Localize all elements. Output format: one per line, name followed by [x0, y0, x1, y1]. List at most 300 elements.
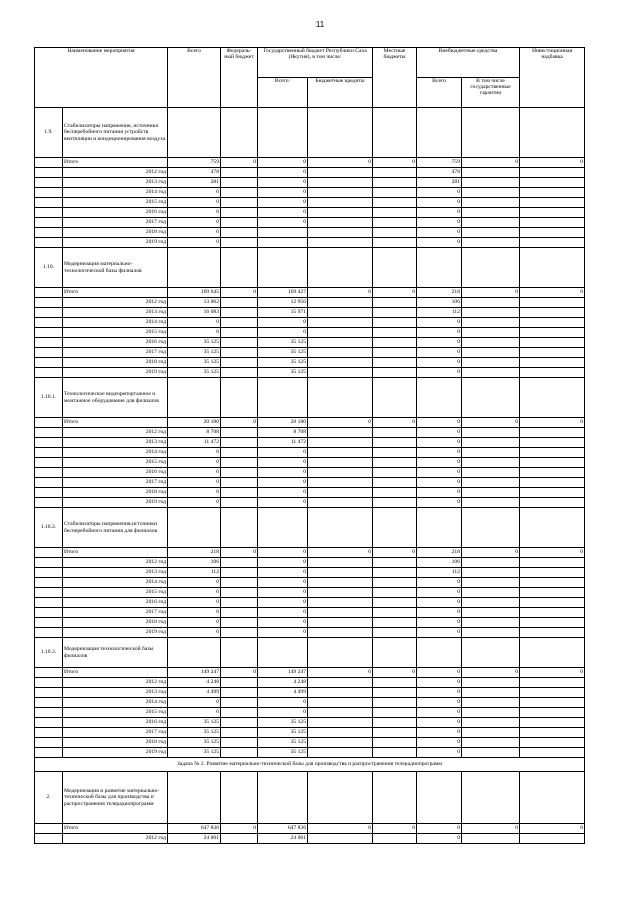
value-local — [373, 458, 417, 468]
value-state-credits — [308, 308, 373, 318]
value-local — [373, 178, 417, 188]
value-extra-guarantee: 0 — [462, 548, 520, 558]
value-state-total: 35 125 — [258, 738, 308, 748]
value-invest — [520, 488, 585, 498]
value-federal: 0 — [221, 158, 258, 168]
value-extra-guarantee — [462, 568, 520, 578]
value-extra-guarantee — [462, 598, 520, 608]
value-federal — [221, 198, 258, 208]
value-invest — [520, 738, 585, 748]
value-state-credits — [308, 568, 373, 578]
value-local — [373, 478, 417, 488]
value-total: 0 — [168, 458, 221, 468]
value-invest — [520, 438, 585, 448]
empty-cell — [462, 248, 520, 288]
value-total: 647 836 — [168, 824, 221, 834]
value-extra-total: 478 — [417, 168, 462, 178]
row-label-total: Итого — [63, 548, 168, 558]
value-extra-guarantee — [462, 348, 520, 358]
value-invest — [520, 718, 585, 728]
row-label-year: 2013 год — [63, 688, 168, 698]
value-local — [373, 328, 417, 338]
header-name: Наименование мероприятия — [35, 48, 168, 108]
value-invest — [520, 558, 585, 568]
value-total: 0 — [168, 498, 221, 508]
index-cell — [35, 688, 63, 698]
empty-cell — [221, 772, 258, 824]
table-row — [35, 458, 585, 468]
value-local: 0 — [373, 158, 417, 168]
row-label-year: 2017 год — [63, 608, 168, 618]
value-local — [373, 318, 417, 328]
value-state-credits — [308, 558, 373, 568]
value-invest — [520, 688, 585, 698]
value-local — [373, 298, 417, 308]
value-federal — [221, 228, 258, 238]
value-invest — [520, 318, 585, 328]
value-state-total: 0 — [258, 708, 308, 718]
table-row — [35, 188, 585, 198]
empty-cell — [417, 108, 462, 158]
row-label-year: 2016 год — [63, 208, 168, 218]
value-total: 281 — [168, 178, 221, 188]
table-row — [35, 208, 585, 218]
table-row — [35, 418, 585, 428]
value-state-credits — [308, 608, 373, 618]
row-label-year: 2012 год — [63, 298, 168, 308]
value-total: 8 708 — [168, 428, 221, 438]
value-federal — [221, 468, 258, 478]
table-row — [35, 218, 585, 228]
value-extra-total: 0 — [417, 488, 462, 498]
table-row — [35, 478, 585, 488]
value-federal — [221, 178, 258, 188]
value-extra-total: 0 — [417, 438, 462, 448]
value-invest — [520, 458, 585, 468]
value-invest — [520, 598, 585, 608]
value-extra-guarantee — [462, 318, 520, 328]
empty-cell — [520, 248, 585, 288]
table-row — [35, 338, 585, 348]
value-invest — [520, 348, 585, 358]
value-federal — [221, 738, 258, 748]
header-total: Всего — [168, 48, 221, 108]
value-extra-guarantee — [462, 718, 520, 728]
value-federal — [221, 238, 258, 248]
value-state-total: 0 — [258, 608, 308, 618]
value-state-total: 0 — [258, 198, 308, 208]
value-local — [373, 208, 417, 218]
value-state-credits — [308, 738, 373, 748]
value-invest — [520, 448, 585, 458]
table-row — [35, 368, 585, 378]
value-state-total: 11 472 — [258, 438, 308, 448]
value-state-total: 4 499 — [258, 688, 308, 698]
value-state-credits — [308, 238, 373, 248]
empty-cell — [221, 638, 258, 668]
value-extra-guarantee — [462, 558, 520, 568]
value-state-credits — [308, 228, 373, 238]
value-total: 0 — [168, 598, 221, 608]
row-label-year: 2018 год — [63, 488, 168, 498]
value-extra-total: 218 — [417, 288, 462, 298]
section-title-row — [35, 508, 585, 548]
value-extra-guarantee: 0 — [462, 824, 520, 834]
value-state-credits — [308, 348, 373, 358]
empty-cell — [417, 772, 462, 824]
value-state-total: 0 — [258, 328, 308, 338]
empty-cell — [258, 378, 308, 418]
value-invest — [520, 618, 585, 628]
value-federal — [221, 688, 258, 698]
budget-table — [34, 47, 585, 844]
value-extra-total: 0 — [417, 578, 462, 588]
table-row — [35, 678, 585, 688]
row-label-year: 2013 год — [63, 568, 168, 578]
value-local — [373, 618, 417, 628]
empty-cell — [373, 248, 417, 288]
header-local: Местные бюджеты — [373, 48, 417, 108]
value-total: 35 125 — [168, 348, 221, 358]
index-cell — [35, 238, 63, 248]
value-state-total: 0 — [258, 588, 308, 598]
value-state-total: 169 427 — [258, 288, 308, 298]
index-cell — [35, 558, 63, 568]
value-total: 0 — [168, 328, 221, 338]
row-label-total: Итого — [63, 668, 168, 678]
value-federal — [221, 348, 258, 358]
row-label-total: Итого — [63, 418, 168, 428]
value-extra-total: 0 — [417, 668, 462, 678]
value-federal — [221, 368, 258, 378]
value-state-total: 0 — [258, 478, 308, 488]
index-cell — [35, 338, 63, 348]
section-title: Модернизация материально-технологической базы филиалов — [63, 248, 168, 288]
value-total: 35 125 — [168, 728, 221, 738]
row-label-year: 2017 год — [63, 478, 168, 488]
value-total: 13 062 — [168, 298, 221, 308]
table-row — [35, 834, 585, 844]
value-total: 35 125 — [168, 718, 221, 728]
value-total: 4 499 — [168, 688, 221, 698]
header-state-budget: Государственный бюджет Республики Саха (Якутия), в том числе: — [258, 48, 373, 78]
value-extra-guarantee — [462, 678, 520, 688]
value-state-total — [258, 238, 308, 248]
value-local: 0 — [373, 288, 417, 298]
value-federal — [221, 488, 258, 498]
value-extra-total: 0 — [417, 468, 462, 478]
table-row — [35, 298, 585, 308]
value-extra-total: 0 — [417, 588, 462, 598]
value-extra-guarantee — [462, 448, 520, 458]
value-extra-guarantee: 0 — [462, 158, 520, 168]
empty-cell — [373, 638, 417, 668]
value-total: 0 — [168, 468, 221, 478]
section-title: Модернизация и развитие материально-технической базы для производства и распространения телерадиопрограмм — [63, 772, 168, 824]
row-label-year: 2018 год — [63, 358, 168, 368]
value-extra-guarantee — [462, 478, 520, 488]
value-state-credits: 0 — [308, 158, 373, 168]
row-label-year: 2013 год — [63, 178, 168, 188]
index-cell — [35, 628, 63, 638]
value-state-credits — [308, 328, 373, 338]
empty-cell — [221, 248, 258, 288]
value-federal — [221, 578, 258, 588]
empty-cell — [373, 108, 417, 158]
row-label-year: 2017 год — [63, 728, 168, 738]
value-extra-guarantee — [462, 834, 520, 844]
value-extra-guarantee — [462, 488, 520, 498]
header-federal: Федераль-ный бюджет — [221, 48, 258, 108]
row-label-year: 2013 год — [63, 438, 168, 448]
value-extra-guarantee — [462, 728, 520, 738]
table-row — [35, 598, 585, 608]
value-invest — [520, 228, 585, 238]
value-extra-total: 0 — [417, 228, 462, 238]
value-local — [373, 708, 417, 718]
value-federal — [221, 438, 258, 448]
value-state-credits — [308, 618, 373, 628]
value-invest — [520, 198, 585, 208]
value-local — [373, 188, 417, 198]
value-local — [373, 738, 417, 748]
row-label-year: 2012 год — [63, 678, 168, 688]
value-total: 0 — [168, 628, 221, 638]
empty-cell — [520, 108, 585, 158]
row-label-year: 2014 год — [63, 578, 168, 588]
value-invest — [520, 238, 585, 248]
value-extra-total: 0 — [417, 318, 462, 328]
value-local: 0 — [373, 548, 417, 558]
index-cell — [35, 208, 63, 218]
row-label-year: 2016 год — [63, 598, 168, 608]
value-local — [373, 578, 417, 588]
row-label-total: Итого — [63, 158, 168, 168]
value-invest — [520, 218, 585, 228]
value-local — [373, 448, 417, 458]
value-local — [373, 238, 417, 248]
index-cell — [35, 718, 63, 728]
value-invest: 0 — [520, 158, 585, 168]
empty-cell — [462, 108, 520, 158]
value-extra-guarantee — [462, 308, 520, 318]
value-total: 11 472 — [168, 438, 221, 448]
value-federal — [221, 308, 258, 318]
table-row — [35, 438, 585, 448]
value-state-total: 35 125 — [258, 338, 308, 348]
index-cell — [35, 358, 63, 368]
value-extra-guarantee — [462, 188, 520, 198]
value-extra-guarantee — [462, 198, 520, 208]
value-state-credits — [308, 438, 373, 448]
value-federal — [221, 478, 258, 488]
value-total: 0 — [168, 208, 221, 218]
value-extra-total: 0 — [417, 338, 462, 348]
value-extra-total: 0 — [417, 824, 462, 834]
value-federal — [221, 218, 258, 228]
value-federal — [221, 628, 258, 638]
table-row — [35, 618, 585, 628]
value-invest — [520, 728, 585, 738]
index-cell — [35, 824, 63, 834]
value-extra-guarantee — [462, 628, 520, 638]
table-row — [35, 198, 585, 208]
value-state-total: 35 125 — [258, 368, 308, 378]
index-cell — [35, 588, 63, 598]
empty-cell — [308, 638, 373, 668]
value-total: 20 180 — [168, 418, 221, 428]
value-extra-total: 106 — [417, 298, 462, 308]
value-invest: 0 — [520, 668, 585, 678]
value-invest — [520, 298, 585, 308]
empty-cell — [462, 508, 520, 548]
index-cell — [35, 418, 63, 428]
row-label-year: 2019 год — [63, 748, 168, 758]
section-title: Стабилизаторы напряжения,источники бесперебойного питания для филиалов — [63, 508, 168, 548]
table-row — [35, 608, 585, 618]
value-total: 0 — [168, 238, 221, 248]
value-total: 0 — [168, 608, 221, 618]
value-extra-total: 0 — [417, 628, 462, 638]
table-row — [35, 688, 585, 698]
value-state-credits — [308, 488, 373, 498]
empty-cell — [417, 378, 462, 418]
header-state-credits: Бюджетные кредиты — [308, 78, 373, 108]
value-total: 149 247 — [168, 668, 221, 678]
header-extra-guarantee: В том числе государственные гарантии — [462, 78, 520, 108]
value-federal — [221, 568, 258, 578]
value-local — [373, 598, 417, 608]
value-federal: 0 — [221, 288, 258, 298]
value-state-credits — [308, 368, 373, 378]
value-local — [373, 308, 417, 318]
index-cell — [35, 178, 63, 188]
value-state-total: 0 — [258, 448, 308, 458]
value-federal — [221, 188, 258, 198]
value-state-credits — [308, 578, 373, 588]
value-state-total — [258, 228, 308, 238]
value-total: 35 125 — [168, 738, 221, 748]
value-invest: 0 — [520, 418, 585, 428]
table-row — [35, 558, 585, 568]
value-state-credits — [308, 448, 373, 458]
table-row — [35, 498, 585, 508]
value-invest — [520, 208, 585, 218]
value-extra-guarantee — [462, 688, 520, 698]
value-state-total: 0 — [258, 318, 308, 328]
value-federal — [221, 618, 258, 628]
index-cell — [35, 328, 63, 338]
value-extra-total: 0 — [417, 198, 462, 208]
value-local — [373, 728, 417, 738]
value-state-credits — [308, 168, 373, 178]
empty-cell — [168, 772, 221, 824]
value-invest — [520, 468, 585, 478]
value-state-total: 35 125 — [258, 728, 308, 738]
value-extra-total: 0 — [417, 608, 462, 618]
value-federal — [221, 448, 258, 458]
index-cell — [35, 698, 63, 708]
value-state-credits — [308, 218, 373, 228]
value-federal — [221, 358, 258, 368]
value-total: 35 125 — [168, 748, 221, 758]
value-local — [373, 688, 417, 698]
value-total: 35 125 — [168, 358, 221, 368]
table-row — [35, 728, 585, 738]
value-total: 112 — [168, 568, 221, 578]
table-row — [35, 588, 585, 598]
value-local — [373, 628, 417, 638]
row-label-year: 2016 год — [63, 338, 168, 348]
value-invest — [520, 588, 585, 598]
value-local — [373, 438, 417, 448]
value-local — [373, 368, 417, 378]
value-state-credits: 0 — [308, 548, 373, 558]
value-state-credits — [308, 318, 373, 328]
value-total: 0 — [168, 448, 221, 458]
row-label-year: 2018 год — [63, 228, 168, 238]
value-extra-guarantee — [462, 338, 520, 348]
value-extra-total: 0 — [417, 448, 462, 458]
index-cell — [35, 468, 63, 478]
value-federal: 0 — [221, 668, 258, 678]
value-state-credits — [308, 298, 373, 308]
value-state-total: 0 — [258, 598, 308, 608]
empty-cell — [417, 508, 462, 548]
page-number: 11 — [315, 20, 325, 29]
value-invest — [520, 628, 585, 638]
header-invest: Инвестиционная надбавка — [520, 48, 585, 108]
value-invest: 0 — [520, 288, 585, 298]
value-local — [373, 698, 417, 708]
value-extra-guarantee — [462, 748, 520, 758]
table-row — [35, 628, 585, 638]
row-label-year: 2015 год — [63, 458, 168, 468]
value-state-credits — [308, 598, 373, 608]
row-label-year: 2019 год — [63, 498, 168, 508]
empty-cell — [258, 638, 308, 668]
value-extra-guarantee — [462, 578, 520, 588]
value-invest — [520, 834, 585, 844]
index-cell — [35, 288, 63, 298]
value-total: 35 125 — [168, 368, 221, 378]
empty-cell — [417, 248, 462, 288]
value-local — [373, 168, 417, 178]
row-label-year: 2014 год — [63, 188, 168, 198]
value-total: 0 — [168, 708, 221, 718]
index-cell — [35, 448, 63, 458]
value-federal: 0 — [221, 548, 258, 558]
empty-cell — [258, 772, 308, 824]
value-local — [373, 358, 417, 368]
value-state-credits — [308, 428, 373, 438]
value-federal: 0 — [221, 824, 258, 834]
value-extra-guarantee — [462, 368, 520, 378]
value-invest — [520, 328, 585, 338]
value-local — [373, 718, 417, 728]
section-title-row — [35, 772, 585, 824]
empty-cell — [417, 638, 462, 668]
value-federal — [221, 168, 258, 178]
value-extra-guarantee — [462, 468, 520, 478]
section-title: Технологическое видеорепортажное и монтажное оборудование для филиалов — [63, 378, 168, 418]
index-cell — [35, 618, 63, 628]
empty-cell — [462, 772, 520, 824]
index-cell — [35, 228, 63, 238]
value-federal — [221, 834, 258, 844]
row-label-total: Итого — [63, 824, 168, 834]
value-federal — [221, 318, 258, 328]
